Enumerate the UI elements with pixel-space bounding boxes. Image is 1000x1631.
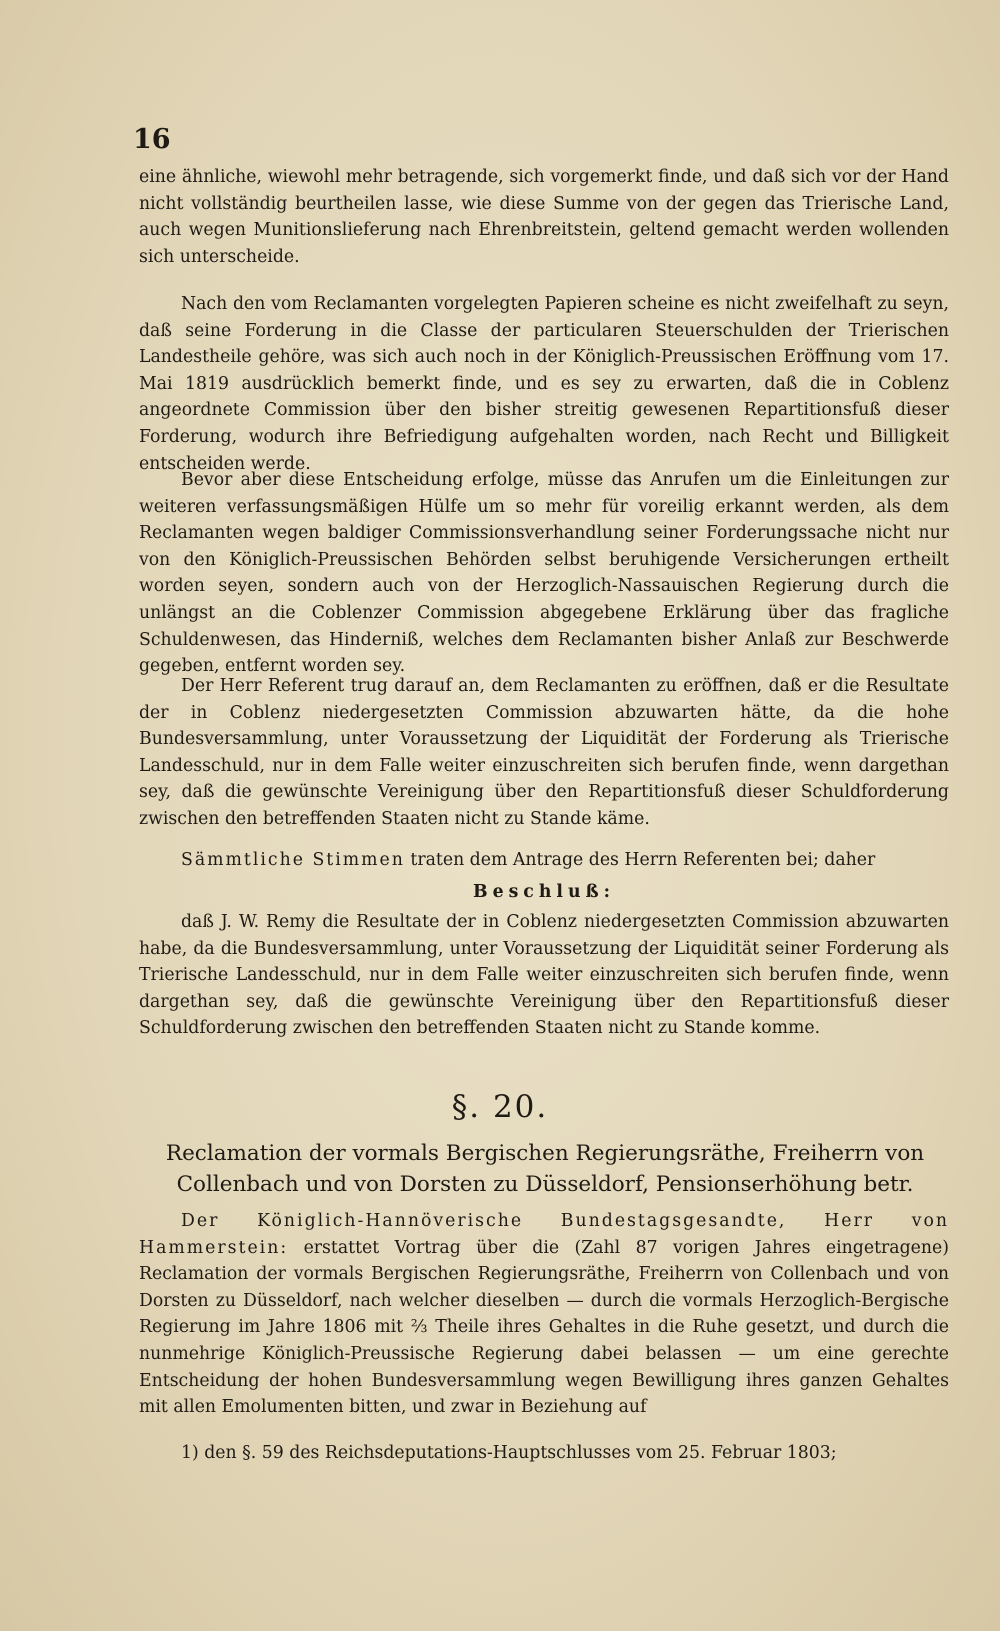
- section-paragraph: [139, 1208, 949, 1421]
- votes-line: [139, 847, 949, 874]
- page-number: 16: [133, 124, 171, 155]
- votes-rest: traten dem Antrage des Herrn Referenten bei; daher: [404, 850, 876, 870]
- section-title: Reclamation der vormals Bergischen Regierungsräthe, Freiherrn von Collenbach und von Dorsten zu Düsseldorf, Pensionserhöhung betr.: [165, 1141, 925, 1197]
- votes-spaced: Sämmtliche Stimmen: [181, 850, 405, 870]
- list-item-1-text: 1) den §. 59 des Reichsdeputations-Hauptschlusses vom 25. Februar 1803;: [181, 1443, 837, 1463]
- section-lead-rest: erstattet Vortrag über die (Zahl 87 vorigen Jahres eingetragene) Reclamation der vormals Bergischen Regierungsräthe, Freiherrn von Collenbach und von Dorsten zu Düsseldorf, nach welcher dieselben — durch die vormals Herzoglich-Bergische Regierung im Jahre 1806 mit ⅔ Theile ihres Gehaltes in die Ruhe gesetzt, und durch die nunmehrige Königlich-Preussische Regierung dabei belassen — um eine gerechte Entscheidung der hohen Bundesversammlung wegen Bewilligung ihres ganzen Gehaltes mit allen Emolumenten bitten, und zwar in Beziehung auf: [139, 1237, 949, 1418]
- paragraph-4-text: Der Herr Referent trug darauf an, dem Reclamanten zu eröffnen, daß er die Resultate der in Coblenz niedergesetzten Commission abzuwarten hätte, da die hohe Bundesversammlung, unter Voraussetzung der Liquidität der Forderung als Trierische Landesschuld, nur in dem Falle weiter einzuschreiten sich berufen finde, wenn dargethan sey, daß die gewünschte Vereinigung über den Repartitionsfuß dieser Schuldforderung zwischen den betreffenden Staaten nicht zu Stande käme.: [139, 676, 949, 829]
- paragraph-2: [139, 291, 949, 477]
- section-lead-spaced: Der Königlich-Hannöverische Bundestagsgesandte, Herr von Hammerstein:: [139, 1211, 949, 1258]
- resolution-heading: [139, 879, 949, 906]
- list-item-1: [139, 1440, 949, 1467]
- paragraph-3-text: Bevor aber diese Entscheidung erfolge, müsse das Anrufen um die Einleitungen zur weiteren verfassungsmäßigen Hülfe um so mehr für voreilig erkannt werden, als dem Reclamanten wegen baldiger Commissionsverhandlung seiner Forderungssache nicht nur von den Königlich-Preussischen Behörden selbst beruhigende Versicherungen ertheilt worden seyen, sondern auch von der Herzoglich-Nassauischen Regierung durch die unlängst an die Coblenzer Commission abgegebene Erklärung über das fragliche Schuldenwesen, das Hinderniß, welches dem Reclamanten bisher Anlaß zur Beschwerde gegeben, entfernt worden sey.: [139, 470, 949, 677]
- resolution-block: [139, 909, 949, 1042]
- paragraph-3: [139, 467, 949, 680]
- paragraph-4: [139, 673, 949, 833]
- paragraph-2-text: Nach den vom Reclamanten vorgelegten Papieren scheine es nicht zweifelhaft zu seyn, daß seine Forderung in die Classe der particularen Steuerschulden der Trierischen Landestheile gehöre, was sich auch noch in der Königlich-Preussischen Eröffnung vom 17. Mai 1819 ausdrücklich bemerkt finde, und es sey zu erwarten, daß die in Coblenz angeordnete Commission über den bisher streitig gewesenen Repartitionsfuß dieser Forderung, wodurch ihre Befriedigung aufgehalten worden, nach Recht und Billigkeit entscheiden werde.: [139, 294, 949, 474]
- section-number: §. 20.: [451, 1089, 549, 1125]
- paragraph-1: [139, 164, 949, 270]
- paragraph-1-text: eine ähnliche, wiewohl mehr betragende, sich vorgemerkt finde, und daß sich vor der Hand nicht vollständig beurtheilen lasse, wie diese Summe von der gegen das Trierische Land, auch wegen Munitionslieferung nach Ehrenbreitstein, geltend gemacht werden wollenden sich unterscheide.: [139, 167, 949, 267]
- resolution-text: daß J. W. Remy die Resultate der in Coblenz niedergesetzten Commission abzuwarten habe, da die Bundesversammlung, unter Voraussetzung der Liquidität seiner Forderung als Trierische Landesschuld, nur in dem Falle weiter einzuschreiten sich berufen finde, wenn dargethan sey, daß die gewünschte Vereinigung über den Repartitionsfuß dieser Schuldforderung zwischen den betreffenden Staaten nicht zu Stande komme.: [139, 912, 949, 1039]
- resolution-label: Beschluß:: [472, 882, 616, 902]
